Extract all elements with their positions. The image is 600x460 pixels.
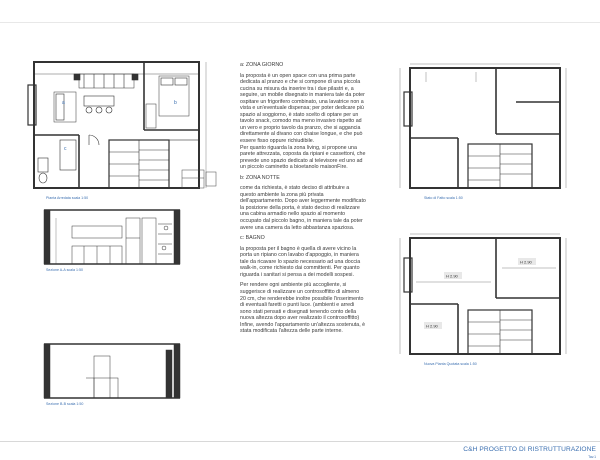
room-height-1: H 2.90 bbox=[446, 273, 458, 279]
existing-plan-drawing bbox=[396, 62, 572, 194]
existing-plan-caption: Stato di Fatto scala 1:50 bbox=[424, 196, 463, 200]
zona-notte-text: come da richiesta, è stato deciso di attribuire a questo ambiente la zona più privata dell'appartamento. Dopo aver leggermente modificato la posizione della porta, è stato deciso di realizzare una cabina armadio nello spazio al momento occupato dal piccolo bagno, in maniera tale da poter avere una camera da letto abbastanza spaziosa. bbox=[240, 185, 366, 231]
bagno-text: la proposta per il bagno è quella di avere vicino la porta un ripiano con lavabo d'appoggio, in maniera tale da ricavare lo spazio necessario ad una doccia walk-in, come richiesto dai committenti. Per quanto riguarda i sanitari si pensa a dei modelli sospesi. bbox=[240, 245, 361, 278]
detail-drawing bbox=[180, 168, 220, 192]
project-description bbox=[240, 62, 366, 339]
section-bb-caption: Sezione B-B scala 1:50 bbox=[46, 402, 84, 406]
new-plan-caption: Nuova Pianta Quotata scala 1:50 bbox=[424, 362, 477, 366]
zona-giorno-text-2: Per quanto riguarda la zona living, si propone una parete attrezzata, coposta da ripiani e cassettoni, che prevede uno spazio dedicato al televisore ed uno ad un piccolo caminetto a bioetanolo maisonFire. bbox=[240, 144, 366, 171]
room-height-2: H 2.90 bbox=[520, 259, 532, 265]
final-notes-text: Per rendere ogni ambiente più accogliente, si suggerisce di realizzare un controsoffitto di almeno 20 cm, che renderebbe inoltre possibile l'inserimento di eventuali faretti o punti luce. (ambienti e arredi sono stati pensati e disegnati tenendo conto della nuova altezza dopo aver realizzato il controsoffitto) Infine, avendo l'appartamento un'altezza sostenuta, è stata modificata l'altezza delle parte interne. bbox=[240, 282, 366, 335]
zona-giorno-title: a: ZONA GIORNO bbox=[240, 62, 284, 68]
footer-rule bbox=[0, 441, 600, 442]
project-title: C&H PROGETTO DI RISTRUTTURAZIONE bbox=[463, 446, 596, 453]
bagno-title: c: BAGNO bbox=[240, 235, 265, 242]
zona-notte-title: b: ZONA NOTTE bbox=[240, 174, 280, 181]
room-label-a: a bbox=[62, 100, 65, 106]
section-bb-drawing bbox=[42, 342, 182, 400]
section-aa-caption: Sezione A-A scala 1:50 bbox=[46, 268, 83, 272]
zona-giorno-text: la proposta è un open space con una prima parte dedicata al pranzo e che si compone di una piccola cucina su misura da inserire tra i due pilastri e, a seguire, un mobile disegnato in maniera tale da poter ospitare un frigorifero combinato, una lavatrice non a vista e un'eventuale dispensa; per poter dedicare più spazio al soggiorno, è stato scelto di optare per un tavolo snack, comodo ma meno invasivo rispetto ad un vero e proprio tavolo da pranzo, che si aggancia direttamente al divano con chaise longue, e che può essere fisso oppure richiudibile. bbox=[240, 72, 365, 145]
top-rule bbox=[0, 22, 600, 23]
sheet-number: Tav.1 bbox=[588, 455, 596, 459]
room-label-b: b bbox=[174, 100, 177, 106]
new-dimensioned-plan-drawing bbox=[396, 232, 572, 360]
room-label-c: c bbox=[64, 146, 67, 152]
room-height-3: H 2.90 bbox=[426, 323, 438, 329]
furnished-plan-caption: Pianta Arredata scala 1:50 bbox=[46, 196, 89, 200]
section-aa-drawing bbox=[42, 208, 182, 266]
